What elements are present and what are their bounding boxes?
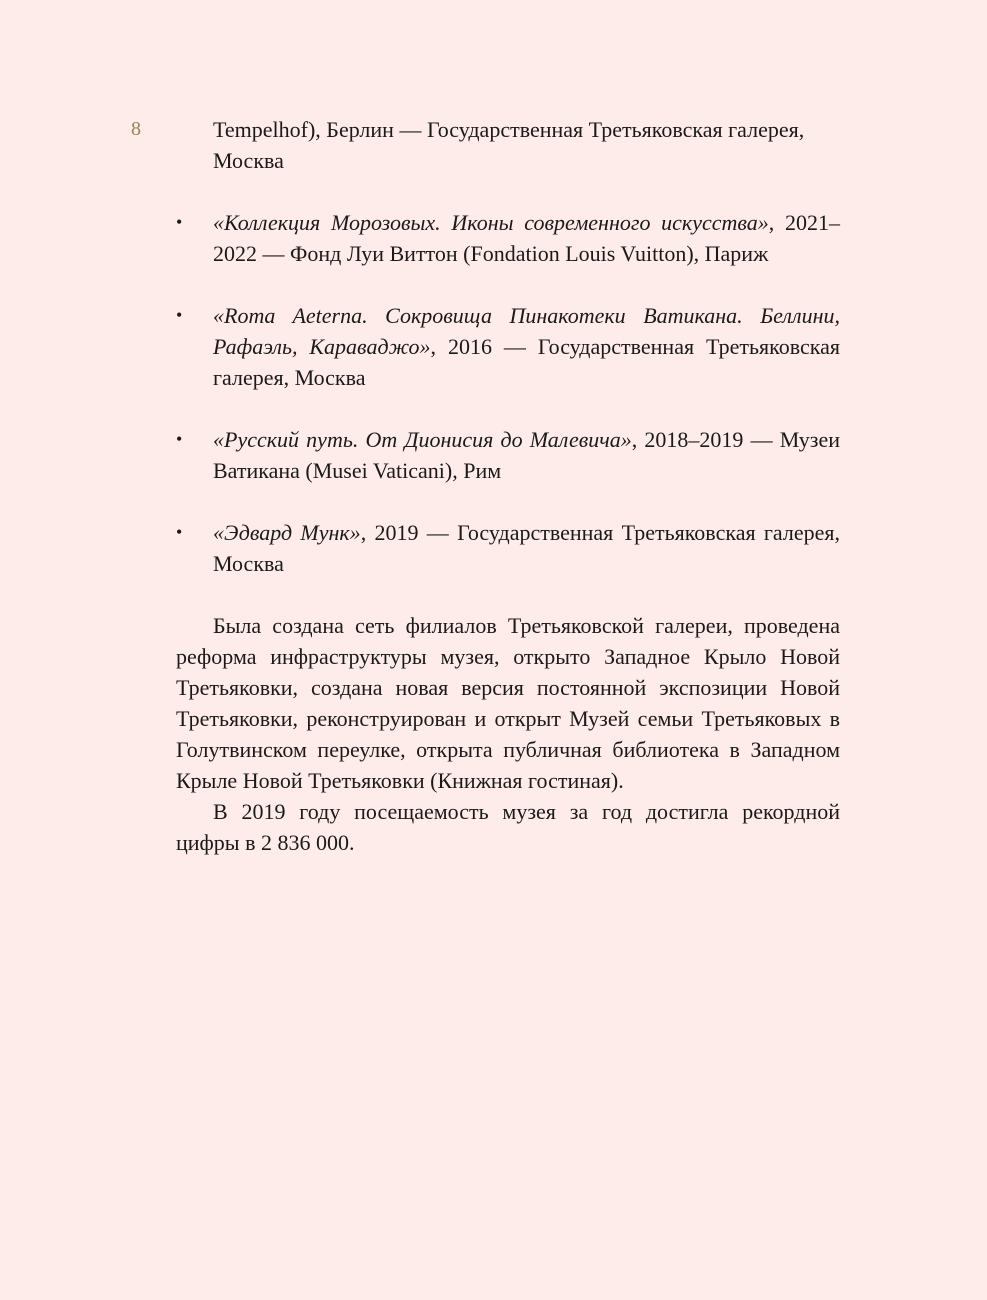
list-item bbox=[176, 424, 840, 486]
exhibition-title: «Roma Aeterna. Сокровища Пинакотеки Ватикана. Беллини, Рафаэль, Караваджо» bbox=[213, 303, 840, 359]
body-text bbox=[176, 610, 840, 858]
list-item bbox=[176, 517, 840, 579]
exhibition-title: «Русский путь. От Дионисия до Малевича» bbox=[213, 427, 632, 452]
exhibition-details: , 2019 — Государственная Третьяковская галерея, Москва bbox=[213, 520, 840, 576]
paragraph: Была создана сеть филиалов Третьяковской галереи, проведена реформа инфраструктуры музея, открыто Западное Крыло Новой Третьяковки, создана новая версия постоянной экспозиции Новой Третьяковки, реконструирован и открыт Музей семьи Третьяковых в Голутвинском переулке, открыта публичная библиотека в Западном Крыле Новой Третьяковки (Книжная гостиная). bbox=[176, 613, 840, 793]
page-number: 8 bbox=[131, 118, 141, 140]
paragraph: В 2019 году посещаемость музея за год достигла рекордной цифры в 2 836 000. bbox=[176, 799, 840, 855]
exhibitions-list bbox=[176, 207, 840, 579]
bullet-icon: • bbox=[176, 429, 183, 449]
exhibition-details: , 2016 — Государственная Третьяковская галерея, Москва bbox=[213, 334, 841, 390]
list-item bbox=[176, 207, 840, 269]
exhibition-title: «Коллекция Морозовых. Иконы современного искусства» bbox=[213, 210, 769, 235]
page-content bbox=[176, 114, 840, 858]
exhibition-title: «Эдвард Мунк» bbox=[213, 520, 361, 545]
bullet-icon: • bbox=[176, 522, 183, 542]
list-item bbox=[176, 300, 840, 393]
bullet-icon: • bbox=[176, 305, 183, 325]
list-item-continuation: Tempelhof), Берлин — Государственная Третьяковская галерея, Москва bbox=[213, 117, 805, 173]
exhibition-details: , 2018–2019 — Музеи Ватикана (Musei Vaticani), Рим bbox=[213, 427, 840, 483]
bullet-icon: • bbox=[176, 212, 183, 232]
exhibition-details: , 2021–2022 — Фонд Луи Виттон (Fondation Louis Vuitton), Париж bbox=[213, 210, 841, 266]
